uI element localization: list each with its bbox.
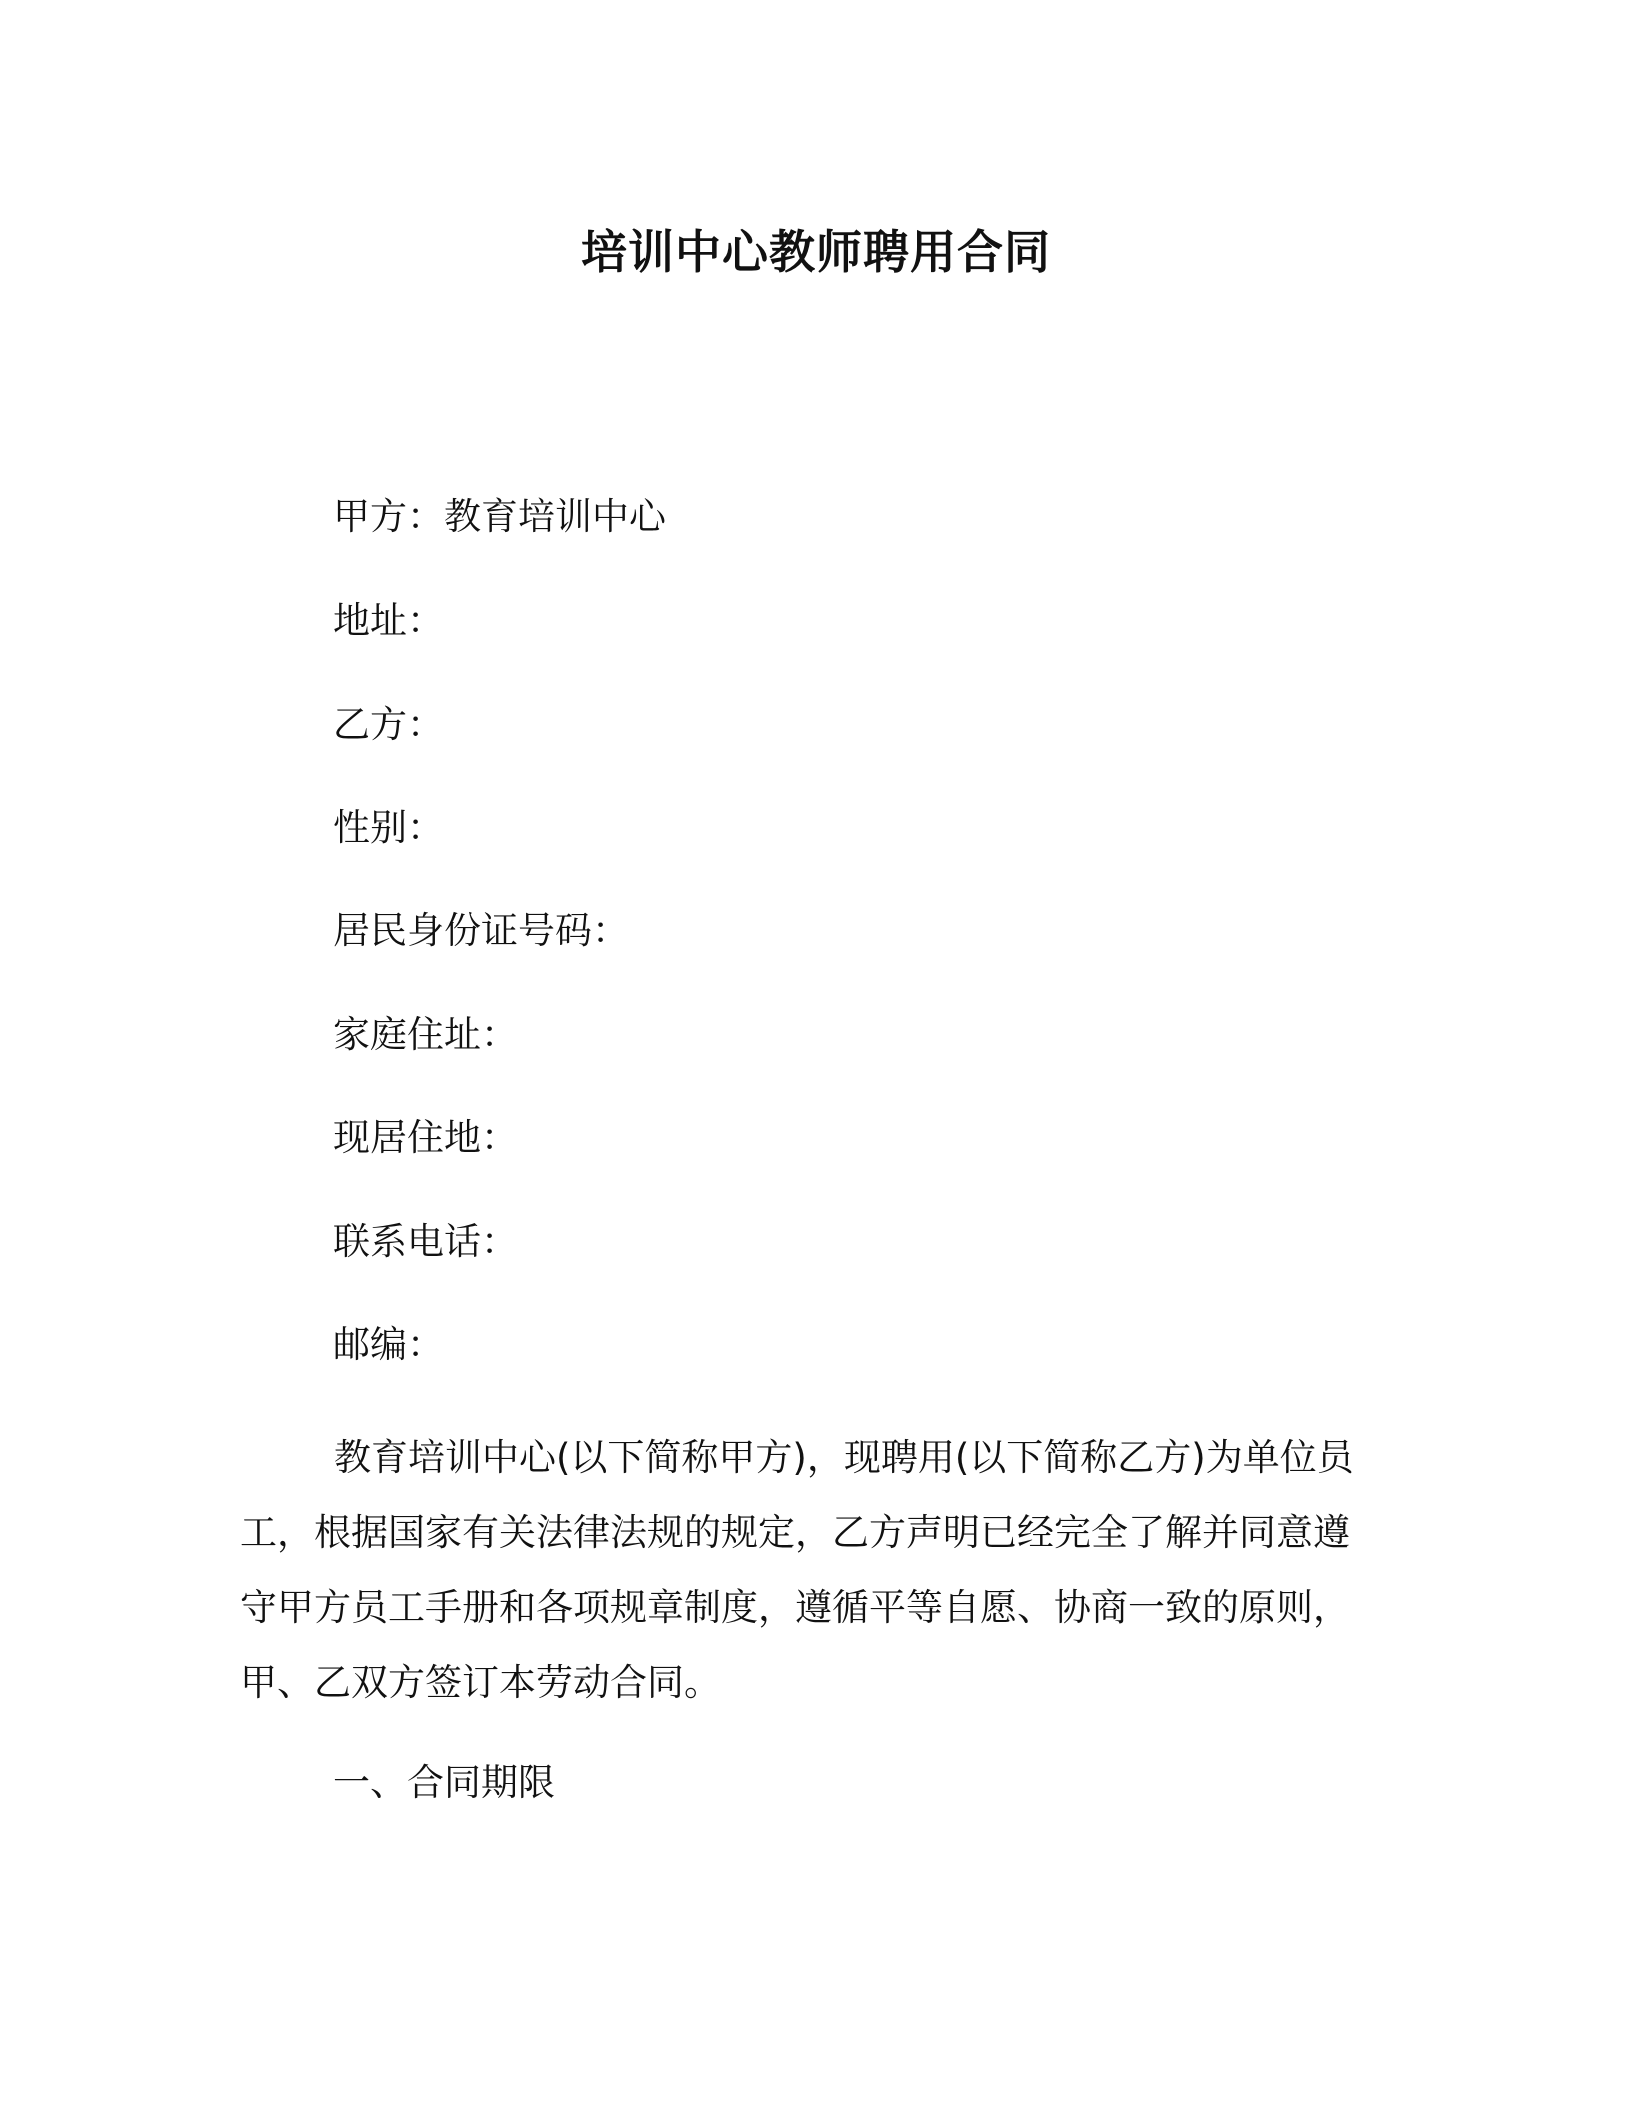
field-address: 地址：: [333, 599, 444, 642]
field-current-residence: 现居住地：: [333, 1116, 518, 1159]
document-title: 培训中心教师聘用合同: [581, 225, 1051, 279]
field-home-address: 家庭住址：: [333, 1013, 518, 1056]
intro-paragraph: 教育培训中心(以下简称甲方)，现聘用(以下简称乙方)为单位员工，根据国家有关法律法规的规定，乙方声明已经完全了解并同意遵守甲方员工手册和各项规章制度，遵循平等自愿、协商一致的原则，甲、乙双方签订本劳动合同。: [240, 1436, 1354, 1704]
section-heading-term: 一、合同期限: [333, 1761, 555, 1804]
field-id-number: 居民身份证号码：: [333, 909, 629, 952]
field-phone: 联系电话：: [333, 1220, 518, 1263]
field-postcode: 邮编：: [333, 1323, 444, 1366]
field-party-a: 甲方：教育培训中心: [333, 495, 666, 538]
field-party-b: 乙方：: [333, 703, 444, 746]
field-gender: 性别：: [333, 806, 444, 849]
